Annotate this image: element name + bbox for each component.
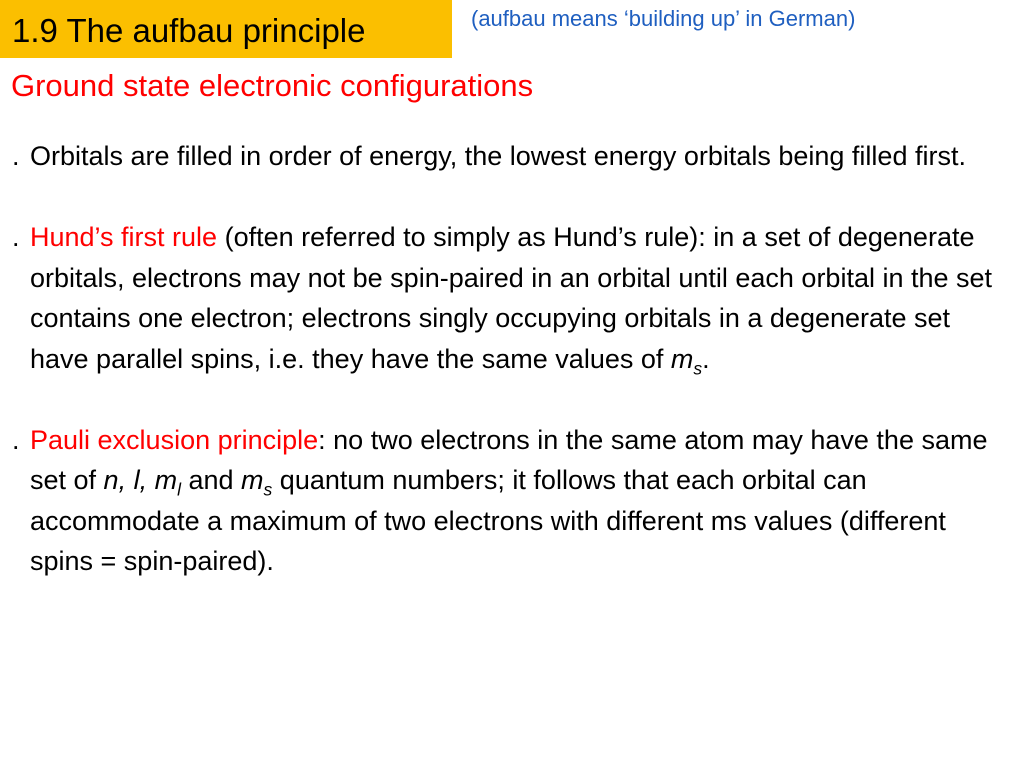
symbol-m: m	[670, 343, 694, 374]
bullet-marker: .	[12, 141, 20, 171]
term-hunds-rule: Hund’s first rule	[30, 222, 218, 252]
conjunction-and: and	[180, 465, 242, 495]
bullet-text: (often referred to simply as Hund’s rule): in a set of degenerate orbitals, electrons may not be spin-paired in an orbital until each orbital in the set contains one electron; electrons singly occupying orbitals in a degenerate set have parallel spins, i.e. they have the same values of	[30, 222, 993, 374]
title-note: (aufbau means ‘building up’ in German)	[471, 6, 856, 31]
bullet-pauli-principle	[12, 420, 1016, 582]
bullet-list	[12, 136, 1016, 622]
bullet-text-part2: quantum numbers; it follows that each orbital can accommodate a maximum of two electrons with different ms values (different spins = spin-paired).	[30, 465, 946, 576]
subscript-l: l	[177, 479, 181, 500]
subscript-s: s	[693, 357, 703, 378]
bullet-marker: .	[12, 222, 20, 252]
bullet-aufbau	[12, 136, 1016, 177]
subscript-s: s	[263, 479, 273, 500]
bullet-marker: .	[12, 424, 20, 455]
bullet-end: .	[702, 343, 710, 374]
symbol-m: m	[241, 465, 264, 495]
symbols-n-l-m: n, l, m	[103, 465, 178, 495]
bullet-text-part1: : no two electrons in the same atom may have the same set of	[30, 424, 988, 495]
slide-subtitle: Ground state electronic configurations	[11, 68, 534, 103]
bullet-text: Orbitals are filled in order of energy, the lowest energy orbitals being filled first.	[30, 141, 966, 171]
slide-title	[0, 0, 452, 58]
slide-title-text: 1.9 The aufbau principle	[12, 12, 366, 49]
term-pauli-principle: Pauli exclusion principle	[30, 424, 319, 455]
bullet-hunds-rule	[12, 217, 1016, 379]
